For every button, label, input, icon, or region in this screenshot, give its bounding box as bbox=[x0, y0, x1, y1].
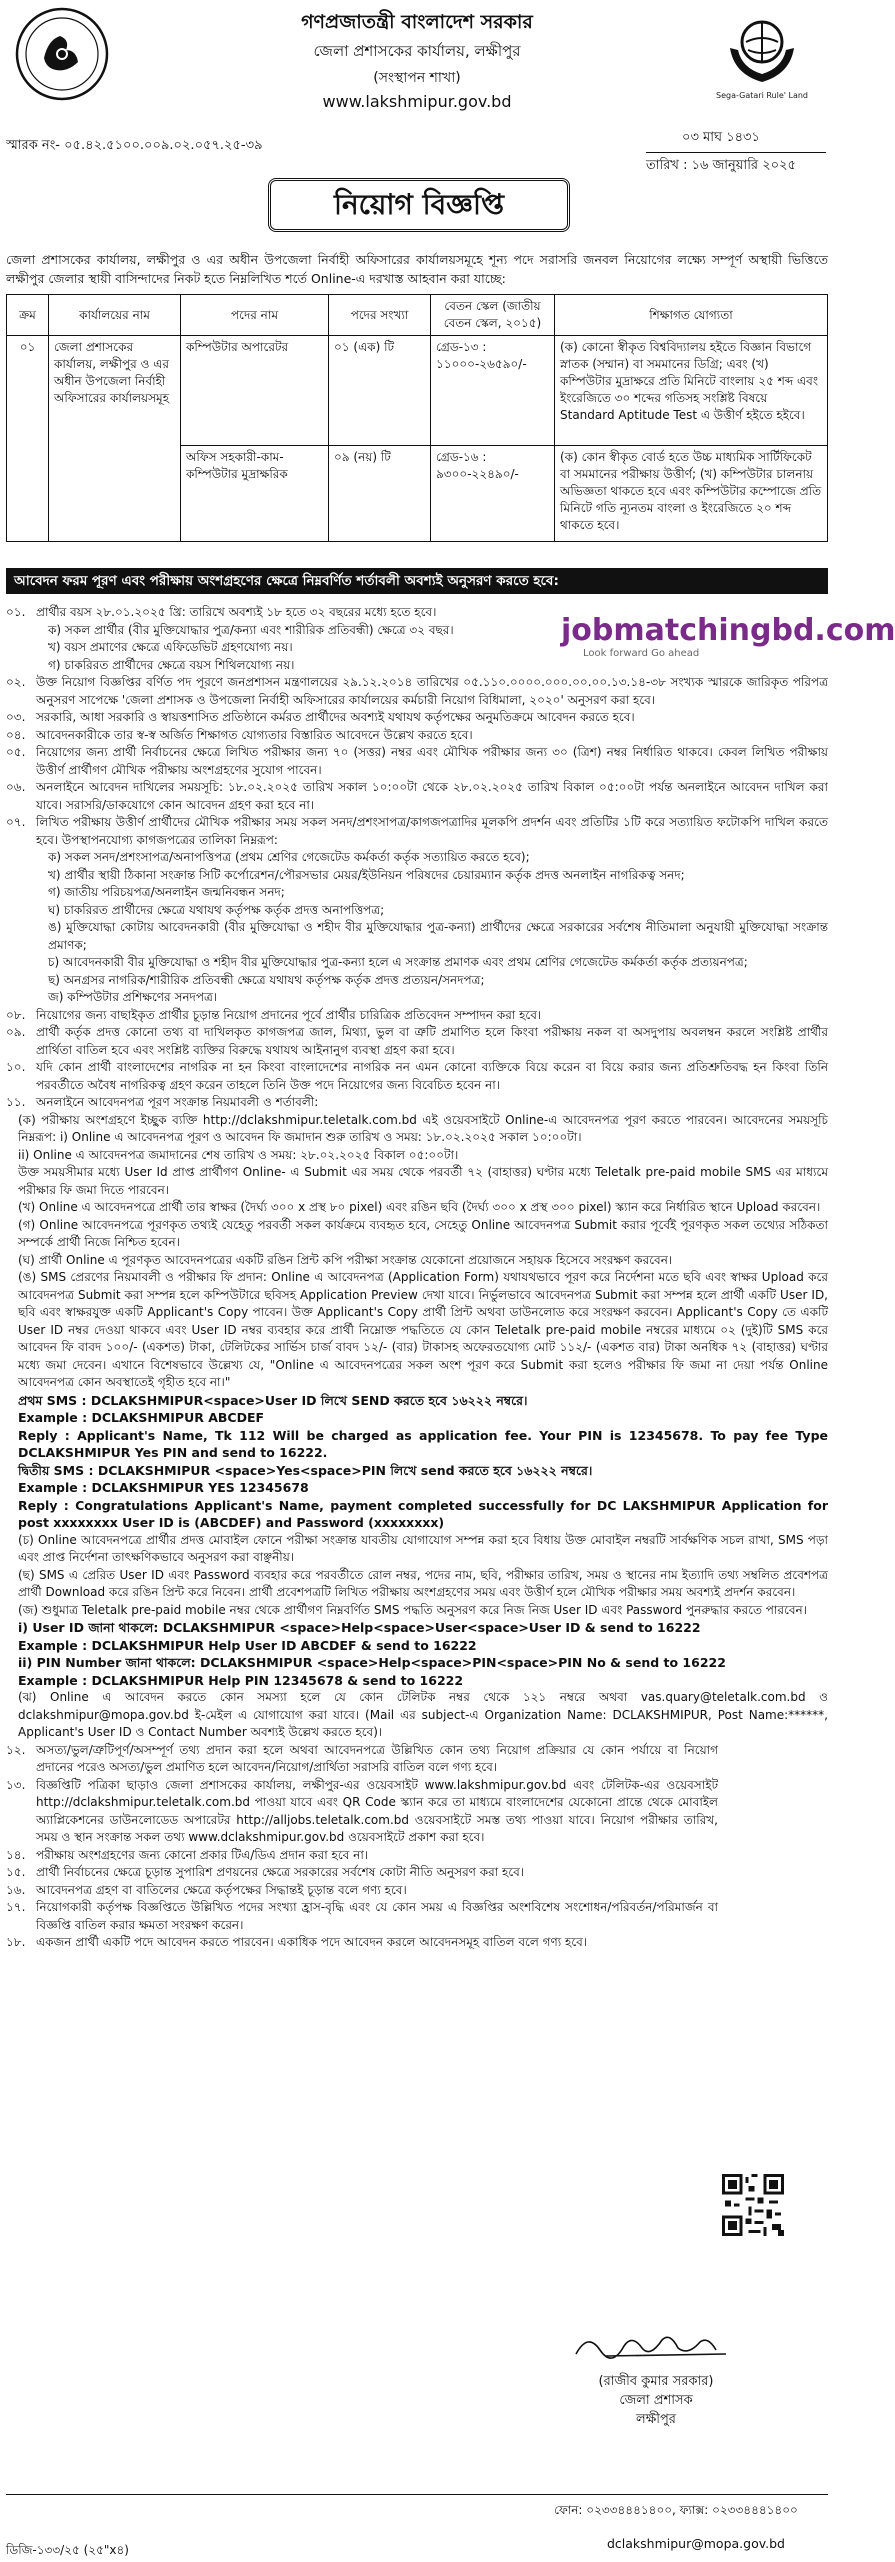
condition-item bbox=[6, 1899, 718, 1934]
condition-item bbox=[6, 674, 828, 709]
condition-item bbox=[6, 1007, 828, 1025]
condition-number: ০৮. bbox=[6, 1007, 26, 1022]
online-rule: (চ) Online আবেদনপত্রে প্রার্থীর প্রদত্ত মোবাইল ফোনে পরীক্ষা সংক্রান্ত যাবতীয় যোগাযোগ সম্পন্ন করা হবে বিধায় উক্ত মোবাইল নম্বরটি সার্বক্ষণিক সচল রাখা, SMS পড়া এবং প্রাপ্ত নির্দেশনা তাৎক্ষণিকভাবে অনুসরণ করা বাঞ্ছনীয়। bbox=[18, 1532, 828, 1564]
condition-sub-item: খ) প্রার্থীর স্থায়ী ঠিকানা সংক্রান্ত সিটি কর্পোরেশন/পৌরসভার মেয়র/ইউনিয়ন পরিষদের চেয়ারম্যান কর্তৃক প্রদত্ত অনলাইন নাগরিকত্ব সনদ; bbox=[48, 867, 685, 882]
condition-text: প্রার্থীর বয়স ২৮.০১.২০২৫ খ্রি: তারিখে অবশ্যই ১৮ হতে ৩২ বছরের মধ্যে হতে হবে। bbox=[36, 605, 437, 619]
date-english: ১৬ জানুয়ারি ২০২৫ bbox=[691, 158, 796, 173]
date-english-row bbox=[646, 153, 826, 177]
condition-number: ০৯. bbox=[6, 1025, 26, 1039]
condition-number: ১৬. bbox=[6, 1882, 26, 1897]
condition-text: উক্ত নিয়োগ বিজ্ঞপ্তির বর্ণিত পদ পূরণে জনপ্রশাসন মন্ত্রণালয়ের ২৯.১২.২০১৪ তারিখের ০৫.১১০.০০০০.০০০.০০.০০.১৩.১৪-৩৮ সংখ্যক স্মারকে জারিকৃত পরিপত্র অনুসরণ সাপেক্ষে 'জেলা প্রশাসক ও উপজেলা নির্বাহী অফিসারের কার্যালয়ের কর্মচারী নিয়োগ বিধিমালা, ২০২০' অনুসরণ করা হবে। bbox=[36, 675, 828, 707]
online-rule: (ঝ) Online এ আবেদন করতে কোন সমস্যা হলে যে কোন টেলিটক নম্বর থেকে ১২১ নম্বরে অথবা vas.quary@teletalk.com.bd ও dclakshmipur@mopa.gov.bd ই-মেইল এ যোগাযোগ করা যাবে। (Mail এর subject-এ Organization Name: DCLAKSHMIPUR, Post Name:******, Applicant's User ID ও Contact Number অবশ্যই উল্লেখ করতে হবে)। bbox=[18, 1690, 828, 1739]
sms-second bbox=[18, 1462, 828, 1480]
condition-number: ১৩. bbox=[6, 1777, 26, 1792]
signer-block bbox=[526, 2372, 786, 2429]
condition-text: নিয়োগের জন্য প্রার্থী নির্বাচনের ক্ষেত্রে লিখিত পরীক্ষার জন্য ৭০ (সত্তর) নম্বর এবং মৌখিক পরীক্ষার জন্য ৩০ (ত্রিশ) নম্বর নির্ধারিত থাকবে। কেবল লিখিত পরীক্ষায় উত্তীর্ণ প্রার্থীগণ মৌখিক পরীক্ষায় অংশগ্রহণের সুযোগ পাবেন। bbox=[36, 745, 828, 777]
col-scale: বেতন স্কেল (জাতীয় বেতন স্কেল, ২০১৫) bbox=[431, 295, 555, 336]
date-block bbox=[646, 128, 826, 177]
online-rule: (ক) পরীক্ষায় অংশগ্রহণে ইচ্ছুক ব্যক্তি http://dclakshmipur.teletalk.com.bd এই ওয়েবসাইটে Online-এ আবেদনপত্র পূরণ করতে পারবেন। আবেদনের সময়সূচি নিম্নরূপ: i) Online এ আবেদনপত্র পূরণ ও আবেদন ফি জমাদান শুরু তারিখ ও সময়: ১৮.০২.২০২৫ সকাল ১০:০০টা। bbox=[18, 1112, 828, 1144]
sms-second-example: Example : DCLAKSHMIPUR YES 12345678 bbox=[18, 1480, 309, 1495]
conditions-body bbox=[6, 604, 895, 1952]
condition-text: যদি কোন প্রার্থী বাংলাদেশের নাগরিক না হন কিংবা বাংলাদেশের নাগরিক নন এমন কোনো ব্যক্তিকে বিয়ে করেন বা বিয়ে করার জন্য প্রতিশ্রুতিবদ্ধ হন কিংবা তিনি পরবর্তীতে অবৈধ নাগরিকত্ব গ্রহণ করেন তাহলে তিনি উক্ত পদে নিয়োগের জন্য বিবেচিত হবেন না। bbox=[36, 1060, 828, 1092]
contact-phone: ফোন: ০২৩৩৪৪৪১৪০০, ফ্যাক্স: ০২৩৩৪৪৪১৪০০ bbox=[554, 2503, 798, 2517]
online-rule: (ঙ) SMS প্রেরণের নিয়মাবলী ও পরীক্ষার ফি প্রদান: Online এ আবেদনপত্র (Application Form) যথাযথভাবে পূরণ করে নির্দেশনা মতে ছবি এবং স্বাক্ষর Upload করে আবেদনপত্র Submit করা সম্পন্ন হলে কম্পিউটারে ছবিসহ Application Preview দেখা যাবে। নির্ভুলভাবে আবেদনপত্র Submit করা সম্পন্ন হলে প্রার্থী একটি User ID, ছবি এবং স্বাক্ষরযুক্ত একটি Applicant's Copy পাবেন। উক্ত Applicant's Copy প্রার্থী প্রিন্ট অথবা ডাউনলোড করে সংরক্ষণ করবেন। Applicant's Copy তে একটি User ID নম্বর দেওয়া থাকবে এবং User ID নম্বর ব্যবহার করে প্রার্থী নিম্নোক্ত পদ্ধতিতে যে কোন Teletalk pre-paid mobile নম্বরের মাধ্যমে ০২ (দুই)টি SMS করে আবেদন ফি বাবদ ১০০/- (একশত) টাকা, টেলিটকের সার্ভিস চার্জ বাবদ ১২/- (বার) টাকাসহ অফেরতযোগ্য মোট ১১২/- (একশত বার) টাকা অনধিক ৭২ (বাহাত্তর) ঘণ্টার মধ্যে জমা দেবেন। এখানে বিশেষভাবে উল্লেখ্য যে, "Online এ আবেদনপত্রের সকল অংশ পূরণ করে Submit করা হলেও পরীক্ষার ফি জমা না দেয়া পর্যন্ত Online আবেদনপত্র কোন অবস্থাতেই গৃহীত হবে না।" bbox=[18, 1270, 828, 1389]
cell-qualification: (ক) কোনো স্বীকৃত বিশ্ববিদ্যালয় হইতে বিজ্ঞান বিভাগে স্নাতক (সম্মান) বা সমমানের ডিগ্রি; এবং (খ) কম্পিউটার মুদ্রাক্ষরে প্রতি মিনিটে বাংলায় ২৫ শব্দ এবং ইংরেজিতে ৩০ শব্দের গতিসহ সংশ্লিষ্ট বিষয়ে Standard Aptitude Test এ উত্তীর্ণ হইতে হইবে। bbox=[555, 336, 828, 446]
signature-icon bbox=[566, 2326, 746, 2366]
sms-second-label: দ্বিতীয় SMS bbox=[18, 1462, 85, 1478]
online-rule: (গ) Online আবেদনপত্রে পূরণকৃত তথ্যই যেহেতু পরবর্তী সকল কার্যক্রমে ব্যবহৃত হবে, সেহেতু Online আবেদনপত্র Submit করার পূর্বেই পূরণকৃত সকল তথ্যের সঠিকতা সম্পর্কে প্রার্থী নিজে নিশ্চিত হবেন। bbox=[18, 1217, 828, 1249]
condition-text: বিজ্ঞপ্তিটি পত্রিকা ছাড়াও জেলা প্রশাসকের কার্যালয়, লক্ষীপুর-এর ওয়েবসাইট www.lakshmipur.gov.bd এবং টেলিটক-এর ওয়েবসাইট http://dclakshmipur.teletalk.com.bd পাওয়া যাবে এবং QR Code স্ক্যান করে তা মাধ্যমে বাংলাদেশের যেকোনো প্রান্তে থেকে মোবাইল অ্যাপ্লিকেশনের ডাউনলোডেড অপারেটর http://alljobs.teletalk.com.bd ওয়েবসাইটে সমস্ত তথ্য পাওয়া যাবে। নিয়োগ পরীক্ষার তারিখ, সময় ও স্থান সংক্রান্ত সকল তথ্য www.dclakshmipur.gov.bd ওয়েবসাইটে প্রকাশ করা হবে। bbox=[36, 1777, 718, 1844]
condition-sub-item: ছ) অনগ্রসর নাগরিক/শারীরিক প্রতিবন্ধী ক্ষেত্রে যথাযথ কর্তৃপক্ষ কর্তৃক প্রদত্ত প্রত্যয়ন/সনদপত্র; bbox=[48, 972, 485, 987]
watermark-name: jobmatchingbd.com bbox=[561, 613, 895, 648]
memo-number: স্মারক নং- ০৫.৪২.৫১০০.০০৯.০২.০৫৭.২৫-৩৯ bbox=[6, 138, 263, 153]
condition-number: ১১. bbox=[6, 1095, 26, 1109]
signer-district: লক্ষীপুর bbox=[636, 2412, 676, 2427]
condition-text: অসত্য/ভুল/ত্রুটিপূর্ণ/অসম্পূর্ণ তথ্য প্রদান করা হলে অথবা আবেদনপত্রে উল্লিখিত কোন তথ্য নিয়োগ প্রক্রিয়ার যে কোন পর্যায়ে বা নিয়োগ প্রদানের পরেও অসত্য/ভুল প্রমাণিত হলে আবেদন/নিয়োগ/প্রার্থিতা সরাসরি বাতিল বলে গণ্য হবে। bbox=[36, 1742, 718, 1774]
condition-text: একজন প্রার্থী একটি পদে আবেদন করতে পারবেন। একাধিক পদে আবেদন করলে আবেদনসমূহ বাতিল বলে গণ্য হবে। bbox=[36, 1935, 588, 1949]
condition-number: ০৪. bbox=[6, 727, 26, 742]
sms-second-command: : DCLAKSHMIPUR <space>Yes<space>PIN লিখে send করতে হবে ১৬২২২ নম্বরে। bbox=[88, 1462, 593, 1478]
condition-number: ০১. bbox=[6, 605, 26, 619]
condition-item bbox=[6, 1847, 718, 1865]
cell-office: জেলা প্রশাসকের কার্যালয়, লক্ষীপুর ও এর অধীন উপজেলা নির্বাহী অফিসারের কার্যালয়সমূহ bbox=[49, 336, 181, 542]
watermark-tagline: Look forward Go ahead bbox=[583, 648, 700, 659]
condition-sub-item: ক) সকল প্রার্থীর (বীর মুক্তিযোদ্ধার পুত্র/কন্যা এবং শারীরিক প্রতিবন্ধী) ক্ষেত্রে ৩২ বছর। bbox=[48, 622, 454, 637]
signer-name: (রাজীব কুমার সরকার) bbox=[598, 2374, 714, 2389]
condition-number: ০৭. bbox=[6, 815, 26, 829]
cell-post: অফিস সহকারী-কাম-কম্পিউটার মুদ্রাক্ষরিক bbox=[181, 446, 329, 542]
online-rules bbox=[6, 1112, 828, 1742]
condition-number: ০২. bbox=[6, 675, 26, 689]
condition-number: ০৩. bbox=[6, 710, 26, 724]
condition-number: ১৫. bbox=[6, 1865, 26, 1879]
condition-text: নিয়োগের জন্য বাছাইকৃত প্রার্থীর চূড়ান্ত নিয়োগ প্রদানের পূর্বে প্রার্থীর চারিত্রিক প্রতিবেদন সম্পাদন করা হবে। bbox=[36, 1007, 542, 1022]
condition-item bbox=[6, 1864, 718, 1882]
qr-code-icon[interactable] bbox=[722, 2174, 784, 2236]
userid-recovery: i) User ID জানা থাকলে: DCLAKSHMIPUR <space>Help<space>User<space>User ID & send to 16222 bbox=[18, 1620, 701, 1635]
condition-item bbox=[6, 744, 828, 779]
condition-item bbox=[6, 1777, 718, 1847]
condition-text: আবেদনকারীকে তার স্ব-স্ব অর্জিত শিক্ষাগত যোগ্যতার বিস্তারিত আবেদনে উল্লেখ করতে হবে। bbox=[36, 727, 473, 742]
sms-first bbox=[18, 1392, 828, 1410]
cell-scale: গ্রেড-১৩ : ১১০০০-২৬৫৯০/- bbox=[431, 336, 555, 446]
condition-sub-item: গ) জাতীয় পরিচয়পত্র/অনলাইন জন্মনিবন্ধন সনদ; bbox=[48, 885, 285, 899]
condition-item bbox=[6, 709, 828, 727]
col-post: পদের নাম bbox=[181, 295, 329, 336]
condition-text: পরীক্ষায় অংশগ্রহণের জন্য কোনো প্রকার টিএ/ডিএ প্রদান করা হবে না। bbox=[36, 1847, 369, 1862]
cell-count: ০১ (এক) টি bbox=[329, 336, 431, 446]
cell-serial: ০১ bbox=[7, 336, 49, 542]
condition-text: প্রার্থী নির্বাচনের ক্ষেত্রে চূড়ান্ত সুপারিশ প্রণয়নের ক্ষেত্রে সরকারের সর্বশেষ কোটা নীতি অনুসরণ করা হবে। bbox=[36, 1865, 525, 1879]
condition-sub-item: জ) কম্পিউটার প্রশিক্ষণের সনদপত্র। bbox=[48, 990, 218, 1004]
condition-text: লিখিত পরীক্ষায় উত্তীর্ণ প্রার্থীদের মৌখিক পরীক্ষার সময় সকল সনদ/প্রশংসাপত্র/কাগজপত্রাদির মূলকপি প্রদর্শন এবং প্রতিটির ১টি করে সত্যায়িত ফটোকপি দাখিল করতে হবে। উপস্থাপনযোগ্য কাগজপত্রের তালিকা নিম্নরূপ: bbox=[36, 815, 828, 847]
condition-number: ০৫. bbox=[6, 745, 26, 759]
condition-number: ১২. bbox=[6, 1742, 26, 1757]
instructions-heading: আবেদন ফরম পূরণ এবং পরীক্ষায় অংশগ্রহণের ক্ষেত্রে নিম্নবর্ণিত শর্তাবলী অবশ্যই অনুসরণ করতে হবে: bbox=[6, 568, 828, 594]
sms-first-reply: Reply : Applicant's Name, Tk 112 Will be charged as application fee. Your PIN is 12345678. To pay fee Type DCLAKSHMIPUR Yes PIN and send to 16222. bbox=[18, 1427, 828, 1460]
pin-example: Example : DCLAKSHMIPUR Help PIN 12345678 & send to 16222 bbox=[18, 1672, 464, 1688]
online-rule: (ছ) SMS এ প্রেরিত User ID এবং Password ব্যবহার করে পরবর্তীতে রোল নম্বর, পদের নাম, ছবি, পরীক্ষার তারিখ, সময় ও স্থানের নাম ইত্যাদি তথ্য সম্বলিত প্রবেশপত্র প্রার্থী Download করে রঙিন প্রিন্ট করে নিবেন। প্রার্থী প্রবেশপত্রটি লিখিত পরীক্ষায় অংশগ্রহণের সময় এবং উত্তীর্ণ হলে মৌখিক পরীক্ষার সময় অবশ্যই প্রদর্শন করবেন। bbox=[18, 1567, 828, 1599]
logo-caption: Sega-Gatari Rule' Land bbox=[715, 91, 809, 100]
cell-count: ০৯ (নয়) টি bbox=[329, 446, 431, 542]
online-rule: উক্ত সময়সীমার মধ্যে User Id প্রাপ্ত প্রার্থীগণ Online- এ Submit এর সময় থেকে পরবর্তী ৭২ (বাহাত্তর) ঘণ্টার মধ্যে Teletalk pre-paid mobile SMS এর মাধ্যমে পরীক্ষার ফি জমা দিতে পারবেন। bbox=[18, 1165, 828, 1197]
condition-sub-item: ক) সকল সনদ/প্রশংসাপত্র/অনাপত্তিপত্র (প্রথম শ্রেণির গেজেটেড কর্মকর্তা কর্তৃক সত্যায়িত করতে হবে); bbox=[48, 850, 530, 864]
table-row bbox=[7, 336, 828, 446]
condition-sub-item: চ) আবেদনকারী বীর মুক্তিযোদ্ধা ও শহীদ বীর মুক্তিযোদ্ধার পুত্র-কন্যা হলে এ সংক্রান্ত প্রমাণক এবং প্রথম শ্রেণির গেজেটেড কর্মকর্তা কর্তৃক প্রত্যয়নপত্র; bbox=[48, 955, 748, 969]
contact-email[interactable]: dclakshmipur@mopa.gov.bd bbox=[606, 2536, 785, 2551]
government-title: গণপ্রজাতন্ত্রী বাংলাদেশ সরকার bbox=[301, 11, 533, 33]
date-bangla: ০৩ মাঘ ১৪৩১ bbox=[646, 128, 826, 153]
condition-text: আবেদনপত্র গ্রহণ বা বাতিলের ক্ষেত্রে কর্তৃপক্ষের সিদ্ধান্তই চূড়ান্ত বলে গণ্য হবে। bbox=[36, 1882, 407, 1897]
cell-scale: গ্রেড-১৬ : ৯৩০০-২২৪৯০/- bbox=[431, 446, 555, 542]
condition-text: নিয়োগকারী কর্তৃপক্ষ বিজ্ঞপ্তিতে উল্লিখিত পদের সংখ্যা হ্রাস-বৃদ্ধি এবং যে কোন সময় এ বিজ্ঞপ্তির অংশবিশেষ সংশোধন/পরিবর্তন/পরিমার্জন বা বিজ্ঞপ্তি বাতিল করার ক্ষমতা সংরক্ষণ করেন। bbox=[36, 1900, 718, 1932]
cell-qualification: (ক) কোন স্বীকৃত বোর্ড হতে উচ্চ মাধ্যমিক সার্টিফিকেট বা সমমানের পরীক্ষায় উত্তীর্ণ; (খ) কম্পিউটার চালনায় অভিজ্ঞতা থাকতে হবে এবং কম্পিউটার কম্পোজে প্রতি মিনিটে গতি ন্যূনতম বাংলা ও ইংরেজিতে ২০ শব্দ থাকতে হবে। bbox=[555, 446, 828, 542]
office-name: জেলা প্রশাসকের কার্যালয়, লক্ষীপুর bbox=[313, 42, 521, 60]
condition-item bbox=[6, 1742, 718, 1777]
condition-item bbox=[6, 779, 828, 814]
cell-post: কম্পিউটার অপারেটর bbox=[181, 336, 329, 446]
condition-item bbox=[6, 1882, 718, 1900]
sms-second-reply: Reply : Congratulations Applicant's Name, payment completed successfully for DC LAKSHMIPUR Application for post xxxxxxxx User ID is (ABCDEF) and Password (xxxxxxxx) bbox=[18, 1497, 828, 1530]
closing-list bbox=[6, 1742, 828, 1952]
condition-text: সরকারি, আধা সরকারি ও স্বায়ত্তশাসিত প্রতিষ্ঠানে কর্মরত প্রার্থীদের অবশ্যই যথাযথ কর্তৃপক্ষের অনুমতিক্রমে আবেদন করতে হবে। bbox=[36, 710, 635, 724]
sms-first-command: : DCLAKSHMIPUR<space>User ID লিখে SEND করতে হবে ১৬২২২ নম্বরে। bbox=[81, 1392, 528, 1408]
posts-table bbox=[6, 294, 828, 542]
condition-item bbox=[6, 604, 895, 674]
condition-item bbox=[6, 1094, 828, 1112]
condition-number: ১৭. bbox=[6, 1900, 26, 1914]
col-serial: ক্রম bbox=[7, 295, 49, 336]
sms-first-label: প্রথম SMS bbox=[18, 1392, 78, 1408]
online-rule: ii) Online এ আবেদনপত্র জমাদানের শেষ তারিখ ও সময়: ২৮.০২.২০২৫ বিকাল ০৫:০০টা। bbox=[18, 1147, 459, 1162]
circular-title: নিয়োগ বিজ্ঞপ্তি bbox=[268, 178, 570, 232]
date-label: তারিখ : bbox=[646, 158, 688, 173]
condition-item bbox=[6, 1934, 718, 1952]
condition-item bbox=[6, 1059, 828, 1094]
signer-designation: জেলা প্রশাসক bbox=[619, 2393, 693, 2408]
sms-first-example: Example : DCLAKSHMIPUR ABCDEF bbox=[18, 1410, 265, 1425]
condition-item bbox=[6, 814, 828, 1007]
conditions-list bbox=[6, 604, 895, 1112]
website[interactable]: www.lakshmipur.gov.bd bbox=[322, 92, 512, 111]
footer-code: ডিজি-১৩৩/২৫ (২৫"x৪) bbox=[6, 2543, 129, 2557]
online-rule: (ঘ) প্রার্থী Online এ পূরণকৃত আবেদনপত্রের একটি রঙিন প্রিন্ট কপি পরীক্ষা সংক্রান্ত যেকোনো প্রয়োজনে সহায়ক হিসেবে সংরক্ষণ করবেন। bbox=[18, 1252, 673, 1267]
condition-text: অনলাইনে আবেদন দাখিলের সময়সূচি: ১৮.০২.২০২৫ তারিখ সকাল ১০:০০টা থেকে ২৮.০২.২০২৫ তারিখ বিকাল ০৫:০০টা পর্যন্ত অনলাইনে আবেদন দাখিল করা যাবে। সরাসরি/ডাকযোগে কোন আবেদন গ্রহণ করা হবে না। bbox=[36, 780, 828, 812]
table-header-row bbox=[7, 295, 828, 336]
condition-item bbox=[6, 1024, 828, 1059]
condition-number: ০৬. bbox=[6, 780, 26, 794]
online-rule: (জ) শুধুমাত্র Teletalk pre-paid mobile নম্বর থেকে প্রার্থীগণ নিম্নবর্ণিত SMS পদ্ধতি অনুসরণ করে নিজ নিজ User ID এবং Password পুনরুদ্ধার করতে পারবেন। bbox=[18, 1602, 807, 1617]
col-count: পদের সংখ্যা bbox=[329, 295, 431, 336]
condition-item bbox=[6, 727, 828, 745]
userid-example: Example : DCLAKSHMIPUR Help User ID ABCDEF & send to 16222 bbox=[18, 1637, 477, 1653]
condition-sub-item: গ) চাকরিরত প্রার্থীদের ক্ষেত্রে বয়স শিথিলযোগ্য নয়। bbox=[48, 657, 295, 672]
condition-number: ১৮. bbox=[6, 1935, 26, 1949]
condition-text: প্রার্থী কর্তৃক প্রদত্ত কোনো তথ্য বা দাখিলকৃত কাগজপত্র জাল, মিথ্যা, ভুল বা ত্রুটি প্রমাণিত হলে কিংবা পরীক্ষায় নকল বা অসদুপায় অবলম্বন করলে সংশ্লিষ্ট প্রার্থীর প্রার্থিতা বাতিল হবে এবং সংশ্লিষ্ট ব্যক্তির বিরুদ্ধে যথাযথ আইনানুগ ব্যবস্থা গ্রহণ করা হবে। bbox=[36, 1025, 828, 1057]
condition-number: ১০. bbox=[6, 1060, 26, 1074]
divider bbox=[6, 2494, 828, 2495]
col-office: কার্যালয়ের নাম bbox=[49, 295, 181, 336]
intro-paragraph: জেলা প্রশাসকের কার্যালয়, লক্ষীপুর ও এর অধীন উপজেলা নির্বাহী অফিসারের কার্যালয়সমূহে শূন্য পদে সরাসরি জনবল নিয়োগের লক্ষ্যে সম্পূর্ণ অস্থায়ী ভিত্তিতে লক্ষীপুর জেলার স্থায়ী বাসিন্দাদের নিকট হতে নিম্নলিখিত শর্তে Online-এ দরখাস্ত আহবান করা যাচ্ছে: bbox=[6, 252, 828, 286]
section-name: (সংস্থাপন শাখা) bbox=[373, 70, 461, 86]
col-qualification: শিক্ষাগত যোগ্যতা bbox=[555, 295, 828, 336]
condition-sub-item: ঙ) মুক্তিযোদ্ধা কোটায় আবেদনকারী (বীর মুক্তিযোদ্ধা ও শহীদ বীর মুক্তিযোদ্ধার পুত্র-কন্যা) প্রার্থীদের ক্ষেত্রে সরকারের সর্বশেষ নীতিমালা অনুযায়ী মুক্তিযোদ্ধা সংক্রান্ত প্রমাণক; bbox=[48, 920, 828, 952]
online-rule: (খ) Online এ আবেদনপত্রে প্রার্থী তার স্বাক্ষর (দৈর্ঘ্য ৩০০ x প্রস্থ ৮০ pixel) এবং রঙিন ছবি (দৈর্ঘ্য ৩০০ x প্রস্থ ৩০০ pixel) স্ক্যান করে নির্ধারিত স্থানে Upload করবেন। bbox=[18, 1200, 821, 1214]
condition-sub-item: খ) বয়স প্রমাণের ক্ষেত্রে এফিডেভিট গ্রহণযোগ্য নয়। bbox=[48, 640, 293, 654]
condition-text: অনলাইনে আবেদনপত্র পূরণ সংক্রান্ত নিয়মাবলী ও শর্তাবলী: bbox=[36, 1095, 319, 1109]
job-circular-page bbox=[6, 6, 895, 2557]
condition-number: ১৪. bbox=[6, 1847, 26, 1862]
condition-sub-item: ঘ) চাকরিরত প্রার্থীদের ক্ষেত্রে যথাযথ কর্তৃপক্ষ কর্তৃক প্রদত্ত অনাপত্তিপত্র; bbox=[48, 902, 385, 917]
pin-recovery: ii) PIN Number জানা থাকলে: DCLAKSHMIPUR <space>Help<space>PIN<space>PIN No & send to 16222 bbox=[18, 1655, 726, 1670]
